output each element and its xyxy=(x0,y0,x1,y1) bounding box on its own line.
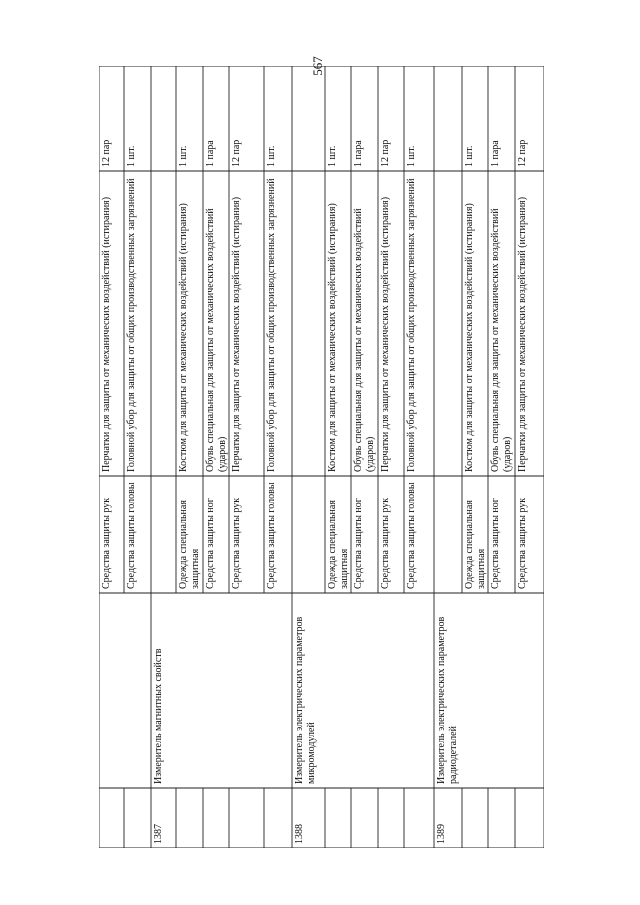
cell-text: Средства защиты рук xyxy=(517,497,528,589)
cell-category xyxy=(177,476,202,593)
cell-text: Средства защиты ног xyxy=(490,498,501,589)
cell-text: Обувь специальная для защиты от механических воздействий (ударов) xyxy=(353,208,376,472)
cell-text: Одежда специальная защитная xyxy=(178,500,201,589)
cell-qty xyxy=(177,66,202,171)
cell-name xyxy=(152,593,263,788)
cell-text: Перчатки для защиты от механических воздействий (истирания) xyxy=(231,196,242,472)
cell-category xyxy=(405,476,433,593)
cell-text: Костюм для защиты от механических воздействий (истирания) xyxy=(178,203,189,472)
cell-item xyxy=(489,171,514,476)
cell-item xyxy=(100,171,123,476)
cell-qty xyxy=(516,66,543,171)
cell-text: Костюм для защиты от механических воздействий (истирания) xyxy=(464,203,475,472)
cell-text: Головной убор для защиты от общих производственных загрязнений xyxy=(266,178,277,472)
cell-qty xyxy=(463,66,487,171)
cell-qty xyxy=(379,66,403,171)
cell-text: Одежда специальная защитная xyxy=(327,500,350,589)
cell-category xyxy=(125,476,150,593)
cell-item xyxy=(326,171,350,476)
cell-text: Головной убор для защиты от общих производственных загрязнений xyxy=(406,178,417,472)
cell-text: Средства защиты рук xyxy=(101,497,112,589)
cell-item xyxy=(204,171,228,476)
cell-category xyxy=(326,476,350,593)
cell-item xyxy=(177,171,202,476)
cell-text: Средства защиты рук xyxy=(231,497,242,589)
cell-text: 1 шт. xyxy=(327,145,338,167)
cell-text: Средства защиты головы xyxy=(126,482,137,589)
cell-text: 1 шт. xyxy=(178,145,189,167)
cell-text: 1 пара xyxy=(205,140,216,167)
cell-text: 1 пара xyxy=(353,140,364,167)
cell-text: 1 шт. xyxy=(464,145,475,167)
cell-qty xyxy=(326,66,350,171)
cell-item xyxy=(352,171,377,476)
cell-category xyxy=(352,476,377,593)
cell-text: 1387 xyxy=(153,824,164,844)
cell-text: 12 пар xyxy=(380,139,391,167)
cell-qty xyxy=(125,66,150,171)
cell-text: Одежда специальная защитная xyxy=(464,500,487,589)
cell-text: Перчатки для защиты от механических воздействий (истирания) xyxy=(380,196,391,472)
cell-text: 1 пара xyxy=(490,140,501,167)
cell-text: Средства защиты головы xyxy=(266,482,277,589)
cell-text: Костюм для защиты от механических воздействий (истирания) xyxy=(327,203,338,472)
cell-category xyxy=(463,476,487,593)
cell-text: 1389 xyxy=(436,824,447,844)
cell-item xyxy=(463,171,487,476)
cell-text: 1 шт. xyxy=(266,145,277,167)
cell-item xyxy=(265,171,291,476)
cell-text: Средства защиты головы xyxy=(406,482,417,589)
cell-qty xyxy=(100,66,123,171)
cell-text: 12 пар xyxy=(231,139,242,167)
cell-text: Измеритель электрических параметров микромодулей xyxy=(294,616,317,784)
cell-category xyxy=(516,476,543,593)
cell-text: 12 пар xyxy=(517,139,528,167)
cell-text: Измеритель магнитных свойств xyxy=(153,648,164,784)
cell-text: 1388 xyxy=(294,824,305,844)
cell-text: Измеритель электрических параметров радиодеталей xyxy=(436,616,459,784)
cell-item xyxy=(230,171,263,476)
cell-qty xyxy=(204,66,228,171)
cell-category xyxy=(489,476,514,593)
cell-item xyxy=(125,171,150,476)
cell-category xyxy=(100,476,123,593)
cell-category xyxy=(265,476,291,593)
cell-category xyxy=(230,476,263,593)
cell-text: 1 шт. xyxy=(406,145,417,167)
cell-qty xyxy=(352,66,377,171)
cell-qty xyxy=(489,66,514,171)
cell-qty xyxy=(265,66,291,171)
cell-text: Перчатки для защиты от механических воздействий (истирания) xyxy=(517,196,528,472)
cell-name xyxy=(435,593,543,788)
cell-text: Средства защиты рук xyxy=(380,497,391,589)
cell-text: Обувь специальная для защиты от механических воздействий (ударов) xyxy=(205,208,228,472)
ppe-norms-table xyxy=(99,66,544,848)
cell-text: Средства защиты ног xyxy=(205,498,216,589)
cell-item xyxy=(379,171,403,476)
cell-text: 12 пар xyxy=(101,139,112,167)
cell-text: Головной убор для защиты от общих производственных загрязнений xyxy=(126,178,137,472)
cell-no xyxy=(293,788,403,848)
cell-qty xyxy=(405,66,433,171)
cell-no xyxy=(152,788,263,848)
page-number: 567 xyxy=(310,56,325,76)
cell-category xyxy=(379,476,403,593)
cell-category xyxy=(204,476,228,593)
cell-text: Перчатки для защиты от механических воздействий (истирания) xyxy=(101,196,112,472)
cell-no xyxy=(435,788,543,848)
cell-item xyxy=(516,171,543,476)
cell-item xyxy=(405,171,433,476)
cell-text: 1 шт. xyxy=(126,145,137,167)
cell-text: Обувь специальная для защиты от механических воздействий (ударов) xyxy=(490,208,513,472)
cell-qty xyxy=(230,66,263,171)
cell-name xyxy=(293,593,403,788)
cell-text: Средства защиты ног xyxy=(353,498,364,589)
